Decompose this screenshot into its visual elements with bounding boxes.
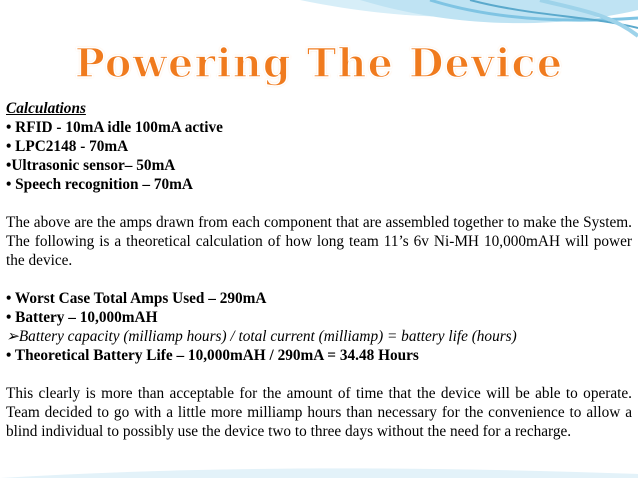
conclusion-paragraph: This clearly is more than acceptable for the amount of time that the device will be able to operate. Team decided to go with a little more milliamp hours than necessary for the convenience to allow a blind individual to possibly use the device two to three days without the need for a recharge. — [6, 385, 632, 440]
slide-title: Powering The Device — [74, 40, 564, 87]
list-item: • Battery – 10,000mAH — [6, 309, 158, 326]
slide-body — [6, 99, 632, 441]
list-item: • Worst Case Total Amps Used – 290mA — [6, 290, 267, 307]
arrow-bullet-icon: ➢ — [6, 328, 19, 345]
list-item: • LPC2148 - 70mA — [6, 138, 129, 155]
formula-line — [6, 327, 632, 346]
description-paragraph: The above are the amps drawn from each component that are assembled together to make the System. The following is a theoretical calculation of how long team 11’s 6v Ni-MH 10,000mAH will power the device. — [6, 214, 632, 269]
list-item: • RFID - 10mA idle 100mA active — [6, 119, 223, 136]
list-item: •Ultrasonic sensor– 50mA — [6, 157, 176, 174]
section-heading: Calculations — [6, 100, 86, 117]
footer-swoosh-decoration — [0, 458, 638, 478]
formula-text: Battery capacity (milliamp hours) / total current (milliamp) = battery life (hours) — [18, 328, 517, 345]
result-line: • Theoretical Battery Life – 10,000mAH / 290mA = 34.48 Hours — [6, 347, 419, 364]
list-item: • Speech recognition – 70mA — [6, 176, 193, 193]
